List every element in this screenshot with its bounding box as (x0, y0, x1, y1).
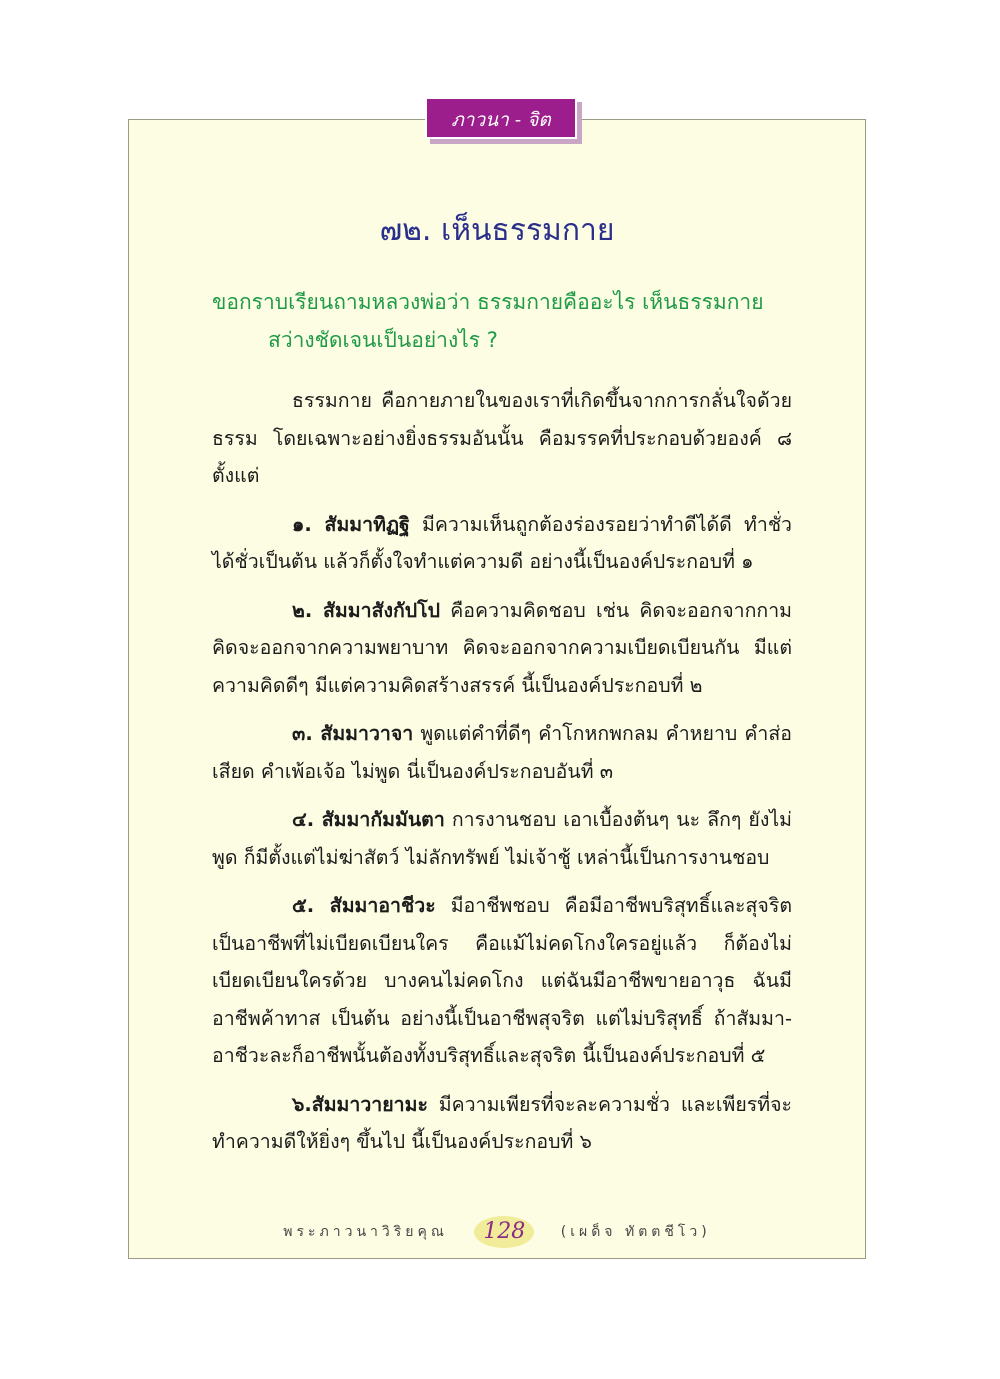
answer-body (212, 382, 792, 1172)
intro-paragraph (212, 382, 792, 495)
item-4-heading: ๔. สัมมากัมมันตา (292, 808, 445, 831)
item-5-heading: ๕. สัมมาอาชีวะ (292, 894, 436, 917)
item-5-text: มีอาชีพชอบ คือมีอาชีพบริสุทธิ์และสุจริต เป็นอาชีพที่ไม่เบียดเบียนใคร คือแม้ไม่คดโกงใครอยู่แล้ว ก็ต้องไม่เบียดเบียนใครด้วย บางคนไม่คดโกง แต่ฉันมีอาชีพขายอาวุธ ฉันมีอาชีพค้าทาส เป็นต้น อย่างนี้เป็นอาชีพสุจริต แต่ไม่บริสุทธิ์ ถ้าสัมมา-อาชีวะละก็อาชีพนั้นต้องทั้งบริสุทธิ์และสุจริต นี้เป็นองค์ประกอบที่ ๕ (212, 894, 792, 1067)
item-3-heading: ๓. สัมมาวาจา (292, 722, 414, 745)
page-footer (128, 1212, 866, 1252)
item-4 (212, 801, 792, 876)
question (212, 283, 802, 359)
item-4-text: การงานชอบ เอาเบื้องต้นๆ นะ ลึกๆ ยังไม่พูด ก็มีตั้งแต่ไม่ฆ่าสัตว์ ไม่ลักทรัพย์ ไม่เจ้าชู้ เหล่านี้เป็นการงานชอบ (212, 808, 792, 869)
chapter-title: ๗๒. เห็นธรรมกาย (379, 213, 615, 248)
item-2 (212, 592, 792, 705)
page-number: 128 (474, 1216, 534, 1248)
item-2-text: คือความคิดชอบ เช่น คิดจะออกจากกาม คิดจะออกจากความพยาบาท คิดจะออกจากความเบียดเบียนกัน มีแต่ความคิดดีๆ มีแต่ความคิดสร้างสรรค์ นี้เป็นองค์ประกอบที่ ๒ (212, 598, 792, 697)
item-6-text: มีความเพียรที่จะละความชั่ว และเพียรที่จะทำความดีให้ยิ่งๆ ขึ้นไป นี้เป็นองค์ประกอบที่ ๖ (212, 1092, 792, 1153)
item-5 (212, 887, 792, 1075)
intro-text: ธรรมกาย คือกายภายในของเราที่เกิดขึ้นจากการกลั่นใจด้วยธรรม โดยเฉพาะอย่างยิ่งธรรมอันนั้น คือมรรคที่ประกอบด้วยองค์ ๘ ตั้งแต่ (212, 389, 792, 487)
question-line-1: ขอกราบเรียนถามหลวงพ่อว่า ธรรมกายคืออะไร เห็นธรรมกาย (212, 290, 764, 314)
item-1-heading: ๑. สัมมาทิฏฐิ (292, 512, 410, 536)
item-3 (212, 715, 792, 790)
footer-subtitle: (เผด็จ ทัตตชีโว) (560, 1224, 711, 1240)
item-6 (212, 1086, 792, 1161)
item-6-heading: ๖.สัมมาวายามะ (292, 1092, 428, 1116)
item-3-text: พูดแต่คำที่ดีๆ คำโกหกพกลม คำหยาบ คำส่อเสียด คำเพ้อเจ้อ ไม่พูด นี่เป็นองค์ประกอบอันที่ ๓ (212, 722, 792, 783)
section-tab: ภาวนา - จิต (425, 97, 577, 139)
item-2-heading: ๒. สัมมาสังกัปโป (292, 598, 441, 622)
question-line-2: สว่างชัดเจนเป็นอย่างไร ? (268, 328, 498, 352)
footer-author: พระภาวนาวิริยคุณ (283, 1224, 448, 1240)
item-1 (212, 506, 792, 581)
item-1-text: มีความเห็นถูกต้องร่องรอยว่าทำดีได้ดี ทำชั่วได้ชั่วเป็นต้น แล้วก็ตั้งใจทำแต่ความดี อย่างนี้เป็นองค์ประกอบที่ ๑ (212, 512, 793, 573)
